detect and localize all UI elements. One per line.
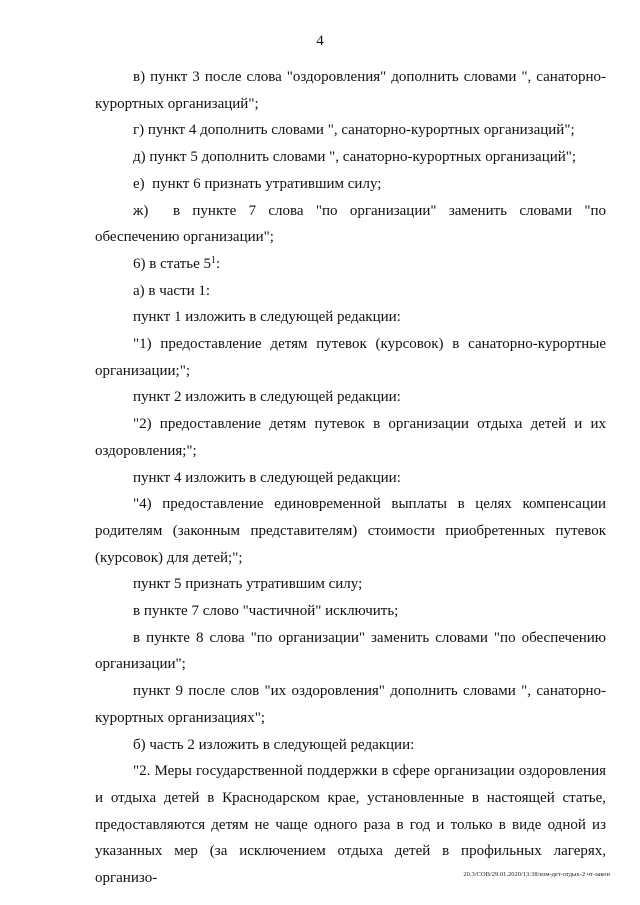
paragraph: пункт 9 после слов "их оздоровления" дополнить словами ", санаторно-курортных организациях";: [95, 683, 606, 726]
paragraph-with-superscript: [95, 251, 606, 278]
paragraph-text-end: :: [216, 255, 221, 272]
paragraph: г) пункт 4 дополнить словами ", санаторно-курортных организаций";: [133, 122, 575, 139]
document-footer-code: 20.3/СОВ/29.01.2020/13:38/изм-дет-отдых-2 чт-закон: [463, 871, 610, 878]
superscript: 1: [211, 254, 217, 266]
paragraph: "2) предоставление детям путевок в организации отдыха детей и их оздоровления;";: [95, 416, 606, 459]
paragraph: пункт 2 изложить в следующей редакции:: [133, 389, 401, 406]
page-number: 4: [316, 33, 324, 49]
paragraph: "4) предоставление единовременной выплаты в целях компенсации родителям (законным представителям) стоимости приобретенных путевок (курсовок) для детей;";: [95, 496, 606, 566]
paragraph: ж) в пункте 7 слова "по организации" заменить словами "по обеспечению организации";: [95, 202, 610, 246]
paragraph: пункт 1 изложить в следующей редакции:: [133, 309, 401, 326]
paragraph: д) пункт 5 дополнить словами ", санаторно-курортных организаций";: [133, 149, 577, 166]
paragraph-text: 6) в статье 5: [133, 255, 212, 272]
paragraph: в пункте 8 слова "по организации" заменить словами "по обеспечению организации";: [95, 629, 606, 673]
paragraph: в пункте 7 слово "частичной" исключить;: [133, 603, 399, 620]
document-body: [95, 64, 610, 892]
paragraph: пункт 5 признать утратившим силу;: [133, 576, 363, 593]
paragraph: в) пункт 3 после слова "оздоровления" дополнить словами ", санаторно-курортных организаций";: [95, 69, 606, 112]
paragraph: а) в части 1:: [133, 282, 211, 299]
paragraph: б) часть 2 изложить в следующей редакции:: [133, 736, 415, 753]
paragraph: "2. Меры государственной поддержки в сфере организации оздоровления и отдыха детей в Краснодарском крае, установленные в настоящей статье, предоставляются детям не чаще одного раза в год и только в виде одной из указанных мер (за исключением отдыха детей в профильных лагерях, организо-: [95, 763, 606, 887]
paragraph: "1) предоставление детям путевок (курсовок) в санаторно-курортные организации;";: [95, 336, 606, 379]
paragraph: пункт 4 изложить в следующей редакции:: [133, 469, 401, 486]
paragraph: е) пункт 6 признать утратившим силу;: [133, 175, 382, 192]
